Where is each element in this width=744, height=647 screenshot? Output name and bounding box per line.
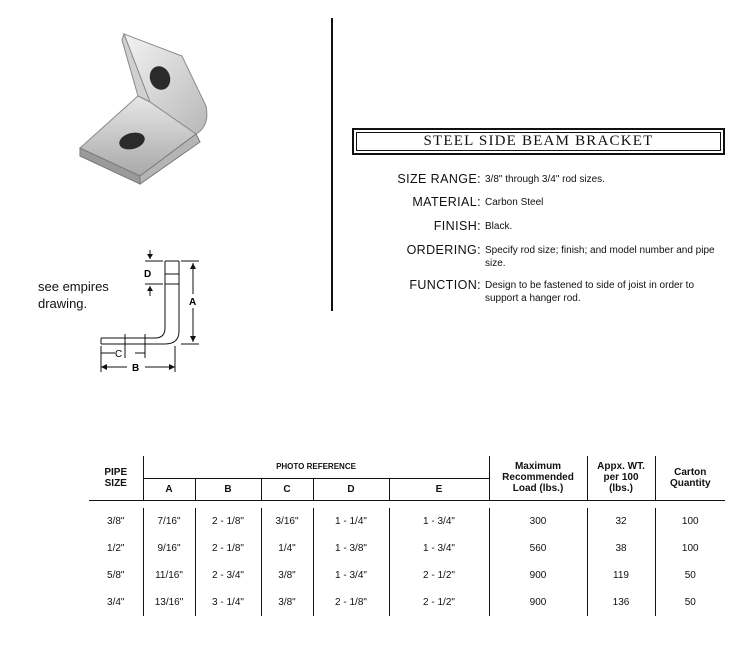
col-header-d: D (313, 478, 389, 500)
spec-size-range (360, 172, 730, 186)
cell-quantity: 50 (655, 562, 725, 589)
cell-weight: 38 (587, 535, 655, 562)
cell-weight: 136 (587, 589, 655, 616)
spec-label: ORDERING: (406, 243, 481, 257)
bracket-photo (78, 26, 218, 186)
cell-pipe: 3/8" (107, 516, 125, 527)
table-row (89, 562, 725, 589)
spec-value: Specify rod size; finish; and model number and pipe size. (485, 245, 715, 269)
cell-d: 2 - 1/8" (313, 589, 389, 616)
cell-d: 1 - 3/8" (313, 535, 389, 562)
cell-a: 11/16" (143, 562, 195, 589)
col-header-photo-reference: PHOTO REFERENCE (143, 456, 489, 478)
spec-label: FINISH: (433, 219, 481, 233)
spec-label: FUNCTION: (409, 278, 481, 292)
cell-b: 2 - 3/4" (195, 562, 261, 589)
cell-d: 1 - 3/4" (313, 562, 389, 589)
cell-e: 2 - 1/2" (389, 562, 489, 589)
cell-pipe: 3/4" (107, 597, 125, 608)
title-box (352, 128, 725, 155)
cell-e: 1 - 3/4" (389, 535, 489, 562)
cell-weight: 32 (587, 508, 655, 535)
dim-label-b: B (132, 363, 140, 374)
cell-d: 1 - 1/4" (313, 508, 389, 535)
col-header-pipe-size: PIPE SIZE (89, 456, 143, 500)
col-header-a: A (143, 478, 195, 500)
cell-a: 9/16" (143, 535, 195, 562)
table-row (89, 535, 725, 562)
cell-b: 2 - 1/8" (195, 535, 261, 562)
dim-label-a: A (189, 297, 197, 308)
spec-value: 3/8" through 3/4" rod sizes. (485, 174, 605, 185)
cell-pipe: 5/8" (107, 570, 125, 581)
col-header-b: B (195, 478, 261, 500)
table-row (89, 589, 725, 616)
cell-load: 560 (489, 535, 587, 562)
cell-c: 3/16" (261, 508, 313, 535)
spec-value: Carbon Steel (485, 197, 544, 208)
cell-a: 13/16" (143, 589, 195, 616)
spec-label: SIZE RANGE: (397, 172, 481, 186)
spec-material (360, 195, 730, 209)
cell-load: 300 (489, 508, 587, 535)
cell-c: 3/8" (261, 589, 313, 616)
cell-a: 7/16" (143, 508, 195, 535)
spec-value: Black. (485, 221, 513, 232)
spec-label: MATERIAL: (412, 195, 481, 209)
cell-quantity: 50 (655, 589, 725, 616)
cell-e: 1 - 3/4" (389, 508, 489, 535)
vertical-divider (331, 18, 333, 311)
cell-c: 1/4" (261, 535, 313, 562)
table-row (89, 508, 725, 535)
cell-pipe: 1/2" (107, 543, 125, 554)
col-header-max-load: Maximum Recommended Load (lbs.) (489, 456, 587, 500)
dim-label-d: D (144, 269, 152, 280)
col-header-c: C (261, 478, 313, 500)
page-title: STEEL SIDE BEAM BRACKET (423, 133, 654, 149)
col-header-e: E (389, 478, 489, 500)
specification-table (89, 456, 725, 626)
cell-c: 3/8" (261, 562, 313, 589)
spec-function (360, 278, 730, 305)
cell-quantity: 100 (655, 508, 725, 535)
cell-quantity: 100 (655, 535, 725, 562)
cell-weight: 119 (587, 562, 655, 589)
cell-e: 2 - 1/2" (389, 589, 489, 616)
col-header-weight: Appx. WT. per 100 (lbs.) (587, 456, 655, 500)
dim-label-c: C (115, 349, 123, 360)
spec-value: Design to be fastened to side of joist in order to support a hanger rod. (485, 280, 695, 304)
col-header-carton: Carton Quantity (655, 456, 725, 500)
drawing-note: see empires drawing. (38, 279, 109, 311)
cell-load: 900 (489, 589, 587, 616)
spec-ordering (360, 243, 730, 270)
cell-b: 3 - 1/4" (195, 589, 261, 616)
cell-load: 900 (489, 562, 587, 589)
cell-b: 2 - 1/8" (195, 508, 261, 535)
spec-finish (360, 219, 730, 233)
